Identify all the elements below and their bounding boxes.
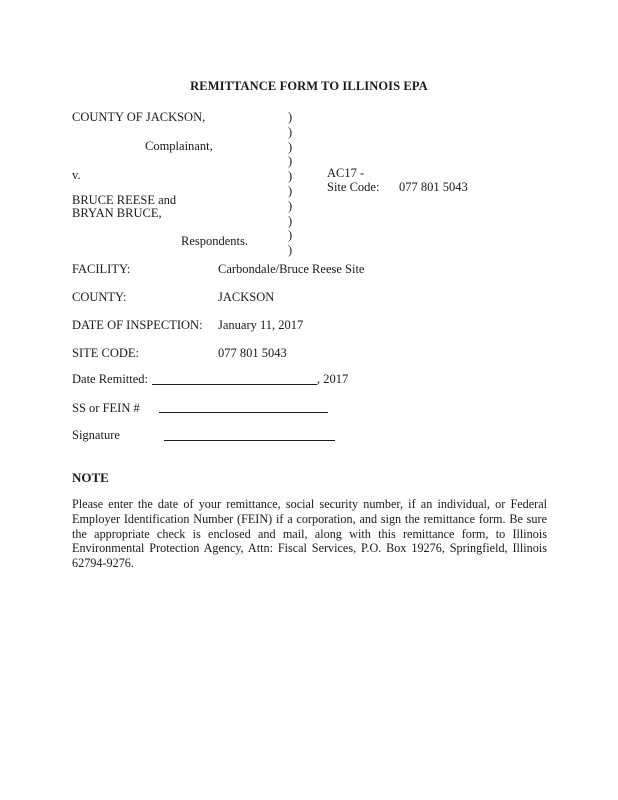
paren: )	[288, 139, 293, 154]
facility-label: FACILITY:	[72, 262, 131, 276]
caption-parentheses	[288, 110, 292, 258]
date-remitted-label: Date Remitted:	[72, 372, 149, 386]
site-code-label: SITE CODE:	[72, 346, 140, 360]
signature-field[interactable]	[164, 440, 335, 441]
date-remitted-year: , 2017	[317, 372, 349, 386]
case-number: AC17 -	[327, 166, 365, 180]
paren: )	[288, 228, 293, 243]
site-code-value: 077 801 5043	[218, 346, 287, 360]
facility-value: Carbondale/Bruce Reese Site	[218, 262, 365, 276]
caption-site-code-value: 077 801 5043	[399, 180, 468, 194]
paren: )	[288, 213, 293, 228]
form-title: REMITTANCE FORM TO ILLINOIS EPA	[190, 79, 428, 93]
signature-label: Signature	[72, 428, 120, 442]
respondent-line-1: BRUCE REESE and	[72, 193, 177, 207]
note-heading: NOTE	[72, 470, 109, 485]
paren: )	[288, 183, 293, 198]
inspection-date-label: DATE OF INSPECTION:	[72, 318, 203, 332]
versus-label: v.	[72, 168, 81, 182]
complainant-name: COUNTY OF JACKSON,	[72, 110, 206, 124]
caption-site-code-label: Site Code:	[327, 180, 380, 194]
ss-fein-label: SS or FEIN #	[72, 401, 140, 415]
paren: )	[288, 198, 293, 213]
paren: )	[288, 243, 293, 258]
county-label: COUNTY:	[72, 290, 127, 304]
county-value: JACKSON	[218, 290, 275, 304]
inspection-date-value: January 11, 2017	[218, 318, 304, 332]
note-body: Please enter the date of your remittance, social security number, if an individual, or Federal Employer Identification Number (FEIN) if a corporation, and sign the remittance form. Be sure the appropriate check is enclosed and mail, along with this remittance form, to Illinois Environmental Protection Agency, Attn: Fiscal Services, P.O. Box 19276, Springfield, Illinois 62794-9276.	[72, 497, 547, 571]
respondent-line-2: BRYAN BRUCE,	[72, 206, 162, 220]
paren: )	[288, 110, 293, 124]
respondent-role: Respondents.	[181, 234, 249, 248]
date-remitted-field[interactable]	[152, 384, 317, 385]
ss-fein-field[interactable]	[159, 412, 328, 413]
paren: )	[288, 154, 293, 169]
paren: )	[288, 124, 293, 139]
complainant-role: Complainant,	[145, 139, 213, 153]
paren: )	[288, 169, 293, 184]
